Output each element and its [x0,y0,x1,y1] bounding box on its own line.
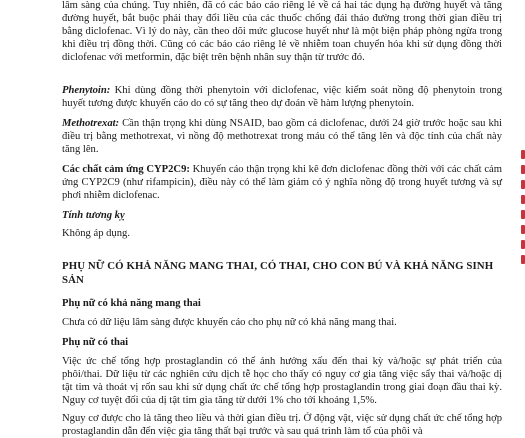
text-tuong-ky: Không áp dụng. [62,228,130,239]
paragraph-antidiabetic: lâm sàng của chúng. Tuy nhiên, đã có các báo cáo riêng lẻ về cả hai tác dụng hạ đường huyết và tăng đường huyết, bắt buộc phải thay đổi liều của các thuốc chống đái tháo đường trong thời gian điều trị bằng diclofenac. Vì lý do này, cần theo dõi mức glucose huyết như là một biện pháp phòng ngừa trong khi điều trị đồng thời. Cũng có các báo cáo riêng lẻ về nhiễm toan chuyển hóa khi sử dụng đồng thời diclofenac với metformin, đặc biệt trên bệnh nhân suy thận từ trước đó. [62,0,502,64]
paragraph-cyp2c9 [62,163,502,202]
phenytoin-lead: Phenytoin: [62,85,111,96]
paragraph-phenytoin [62,84,502,110]
heading-tuong-ky: Tính tương kỵ [62,210,125,221]
cyp2c9-lead: Các chất cảm ứng CYP2C9: [62,164,190,175]
margin-stamp-marks [515,150,525,290]
methotrexat-lead: Methotrexat: [62,118,120,129]
heading-kha-nang-mang-thai: Phụ nữ có khả năng mang thai [62,298,201,309]
cyp2c9-text: Khuyến cáo thận trọng khi kê đơn diclofenac đồng thời với các chất cảm ứng CYP2C9 (như rifampicin), điều này có thể làm giảm có ý nghĩa nồng độ trong huyết tương và sự phơi nhiễm diclofenac. [62,164,502,202]
heading-co-thai: Phụ nữ có thai [62,337,129,348]
text-kha-nang-mang-thai: Chưa có dữ liệu lâm sàng được khuyến cáo cho phụ nữ có khả năng mang thai. [62,317,397,328]
phenytoin-text: Khi dùng đồng thời phenytoin với diclofenac, việc kiểm soát nồng độ phenytoin trong huyết tương được khuyến cáo do có sự tăng theo dự đoán về hàm lượng phenytoin. [62,85,502,110]
paragraph-methotrexat [62,117,502,156]
paragraph-co-thai-2: Nguy cơ được cho là tăng theo liều và thời gian điều trị. Ở động vật, việc sử dụng chất ức chế tổng hợp prostaglandin dẫn đến việc gia tăng thất bại trước và sau quá trình làm tổ của phôi và [62,413,502,438]
paragraph-co-thai-1: Việc ức chế tổng hợp prostaglandin có thể ảnh hưởng xấu đến thai kỳ và/hoặc sự phát triển của phôi/thai. Dữ liệu từ các nghiên cứu dịch tễ học cho thấy có nguy cơ gia tăng việc sẩy thai và/hoặc dị tật tim và thoát vị rốn sau khi sử dụng chất ức chế tổng hợp prostaglandin trong giai đoạn đầu thai kỳ. Nguy cơ tuyệt đối của dị tật tim gia tăng từ dưới 1% cho tới khoảng 1,5%. [62,356,502,407]
section-title-pregnancy: PHỤ NỮ CÓ KHẢ NĂNG MANG THAI, CÓ THAI, CHO CON BÚ VÀ KHẢ NĂNG SINH SẢN [62,260,494,286]
methotrexat-text: Cần thận trọng khi dùng NSAID, bao gồm cả diclofenac, dưới 24 giờ trước hoặc sau khi điều trị bằng methotrexat, vì nồng độ methotrexat trong máu có thể tăng lên và độc tính của chất này tăng lên. [62,118,502,156]
